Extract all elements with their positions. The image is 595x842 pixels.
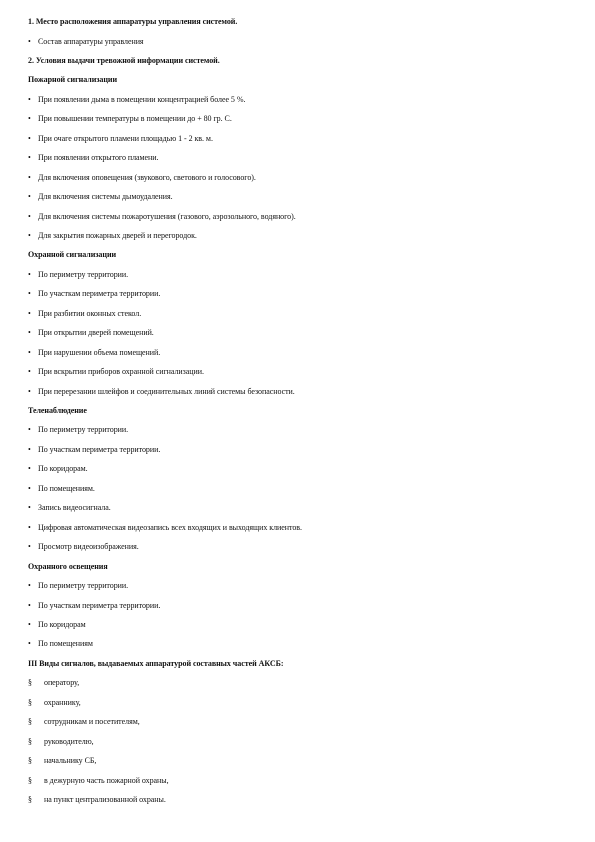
list-item-text: на пункт централизованной охраны.: [44, 795, 166, 804]
list-item-text: При очаге открытого пламени площадью 1 - 2 кв. м.: [38, 133, 213, 143]
list-item: [28, 601, 160, 611]
bullet-icon: •: [28, 172, 31, 182]
list-item-text: руководителю,: [44, 736, 94, 746]
list-item-text: При разбитии оконных стекол.: [38, 308, 142, 318]
list-item: [28, 639, 93, 649]
list-item: [28, 581, 128, 591]
bullet-icon: •: [28, 367, 31, 377]
bullet-icon: •: [28, 328, 31, 338]
list-item-text: По коридорам.: [38, 464, 88, 474]
list-item: [28, 192, 173, 202]
signal-recipient-item: [28, 795, 166, 805]
list-item-text: сотрудникам и посетителям,: [44, 717, 140, 727]
section-heading: Теленаблюдение: [28, 406, 87, 415]
bullet-icon: •: [28, 542, 31, 552]
bullet-icon: •: [28, 211, 31, 221]
list-item-text: начальнику СБ,: [44, 756, 97, 766]
list-item: [28, 620, 86, 630]
list-item-text: По периметру территории.: [38, 269, 129, 279]
bullet-icon: •: [28, 522, 31, 532]
list-item-text: При нарушении объема помещений.: [38, 347, 161, 357]
bullet-icon: •: [28, 464, 31, 474]
list-item-text: По периметру территории.: [38, 581, 129, 590]
bullet-icon: •: [28, 133, 31, 143]
section-sign-icon: §: [28, 756, 32, 766]
list-item-text: При появлении дыма в помещении концентрацией более 5 %.: [38, 94, 246, 104]
bullet-icon: •: [28, 269, 31, 279]
bullet-icon: •: [28, 425, 31, 435]
list-item-text: Для включения оповещения (звукового, светового и голосового).: [38, 172, 256, 182]
section-sign-icon: §: [28, 678, 32, 688]
list-item: [28, 95, 245, 105]
bullet-icon: •: [28, 347, 31, 357]
section-sign-icon: §: [28, 697, 32, 707]
section-heading: 2. Условия выдачи тревожной информации системой.: [28, 55, 220, 65]
list-item: [28, 503, 111, 513]
bullet-icon: •: [28, 289, 31, 299]
bullet-icon: •: [28, 153, 31, 163]
list-item: [28, 289, 160, 299]
list-item-text: При появлении открытого пламени.: [38, 153, 159, 163]
list-item: [28, 464, 88, 474]
bullet-icon: •: [28, 36, 31, 46]
list-item: [28, 212, 296, 222]
list-item-text: охраннику,: [44, 697, 81, 707]
bullet-icon: •: [28, 114, 31, 124]
list-item-text: По участкам периметра территории.: [38, 289, 161, 299]
section-sign-icon: §: [28, 775, 32, 785]
bullet-icon: •: [28, 581, 31, 590]
list-item: [28, 523, 302, 533]
list-item: [28, 309, 141, 319]
list-item: [28, 328, 154, 338]
section-sign-icon: §: [28, 736, 32, 746]
bullet-icon: •: [28, 619, 31, 629]
list-item: [28, 348, 160, 358]
list-item-text: оператору,: [44, 678, 80, 688]
list-item: [28, 134, 213, 144]
list-item: [28, 153, 158, 163]
list-item-text: По помещениям: [38, 639, 93, 649]
list-item-text: Запись видеосигнала.: [38, 503, 111, 513]
list-item-text: Для закрытия пожарных дверей и перегородок.: [38, 230, 197, 240]
bullet-icon: •: [28, 444, 31, 454]
list-item-text: По участкам периметра территории.: [38, 444, 161, 454]
list-item-text: При перерезании шлейфов и соединительных линий системы безопасности.: [38, 386, 295, 396]
list-item-text: При вскрытии приборов охранной сигнализации.: [38, 367, 204, 377]
list-item-text: При повышении температуры в помещении до + 80 гр. С.: [38, 114, 232, 124]
section-heading: 1. Место расположения аппаратуры управления системой.: [28, 17, 238, 26]
bullet-icon: •: [28, 600, 31, 610]
list-item-text: Просмотр видеоизображения.: [38, 542, 139, 552]
list-item-text: По периметру территории.: [38, 425, 129, 435]
signal-recipient-item: [28, 737, 94, 747]
bullet-icon: •: [28, 386, 31, 396]
list-item: [28, 484, 95, 494]
list-item: [28, 367, 204, 377]
section-heading: Пожарной сигнализации: [28, 75, 118, 85]
section-heading: Охранной сигнализации: [28, 250, 117, 260]
signal-recipient-item: [28, 776, 169, 786]
signal-recipient-item: [28, 756, 96, 766]
list-item-text: Для включения системы дымоудаления.: [38, 192, 173, 201]
bullet-icon: •: [28, 230, 31, 240]
list-item-text: в дежурную часть пожарной охраны,: [44, 775, 169, 785]
section-sign-icon: §: [28, 795, 32, 804]
list-item-text: По помещениям.: [38, 483, 95, 493]
list-item: [28, 445, 160, 455]
list-item-text: При открытии дверей помещений.: [38, 328, 154, 338]
signal-recipient-item: [28, 717, 140, 727]
bullet-icon: •: [28, 94, 31, 104]
list-item-text: Цифровая автоматическая видеозапись всех входящих и выходящих клиентов.: [38, 522, 302, 532]
list-item: [28, 37, 144, 47]
signal-recipient-item: [28, 698, 81, 708]
list-item: [28, 173, 256, 183]
list-item-text: Для включения системы пожаротушения (газового, аэрозольного, водяного).: [38, 211, 296, 221]
list-item-text: По коридорам: [38, 619, 86, 629]
list-item: [28, 114, 232, 124]
list-item: [28, 542, 139, 552]
list-item: [28, 425, 128, 435]
section-sign-icon: §: [28, 717, 32, 727]
section-heading: III Виды сигналов, выдаваемых аппаратурой составных частей АКСБ:: [28, 658, 284, 668]
section-heading: Охранного освещения: [28, 561, 108, 571]
list-item: [28, 231, 197, 241]
bullet-icon: •: [28, 483, 31, 493]
bullet-icon: •: [28, 308, 31, 318]
bullet-icon: •: [28, 503, 31, 513]
bullet-icon: •: [28, 192, 31, 201]
list-item-text: Состав аппаратуры управления: [38, 36, 144, 46]
signal-recipient-item: [28, 678, 79, 688]
list-item: [28, 270, 128, 280]
list-item-text: По участкам периметра территории.: [38, 600, 161, 610]
bullet-icon: •: [28, 639, 31, 649]
list-item: [28, 387, 295, 397]
